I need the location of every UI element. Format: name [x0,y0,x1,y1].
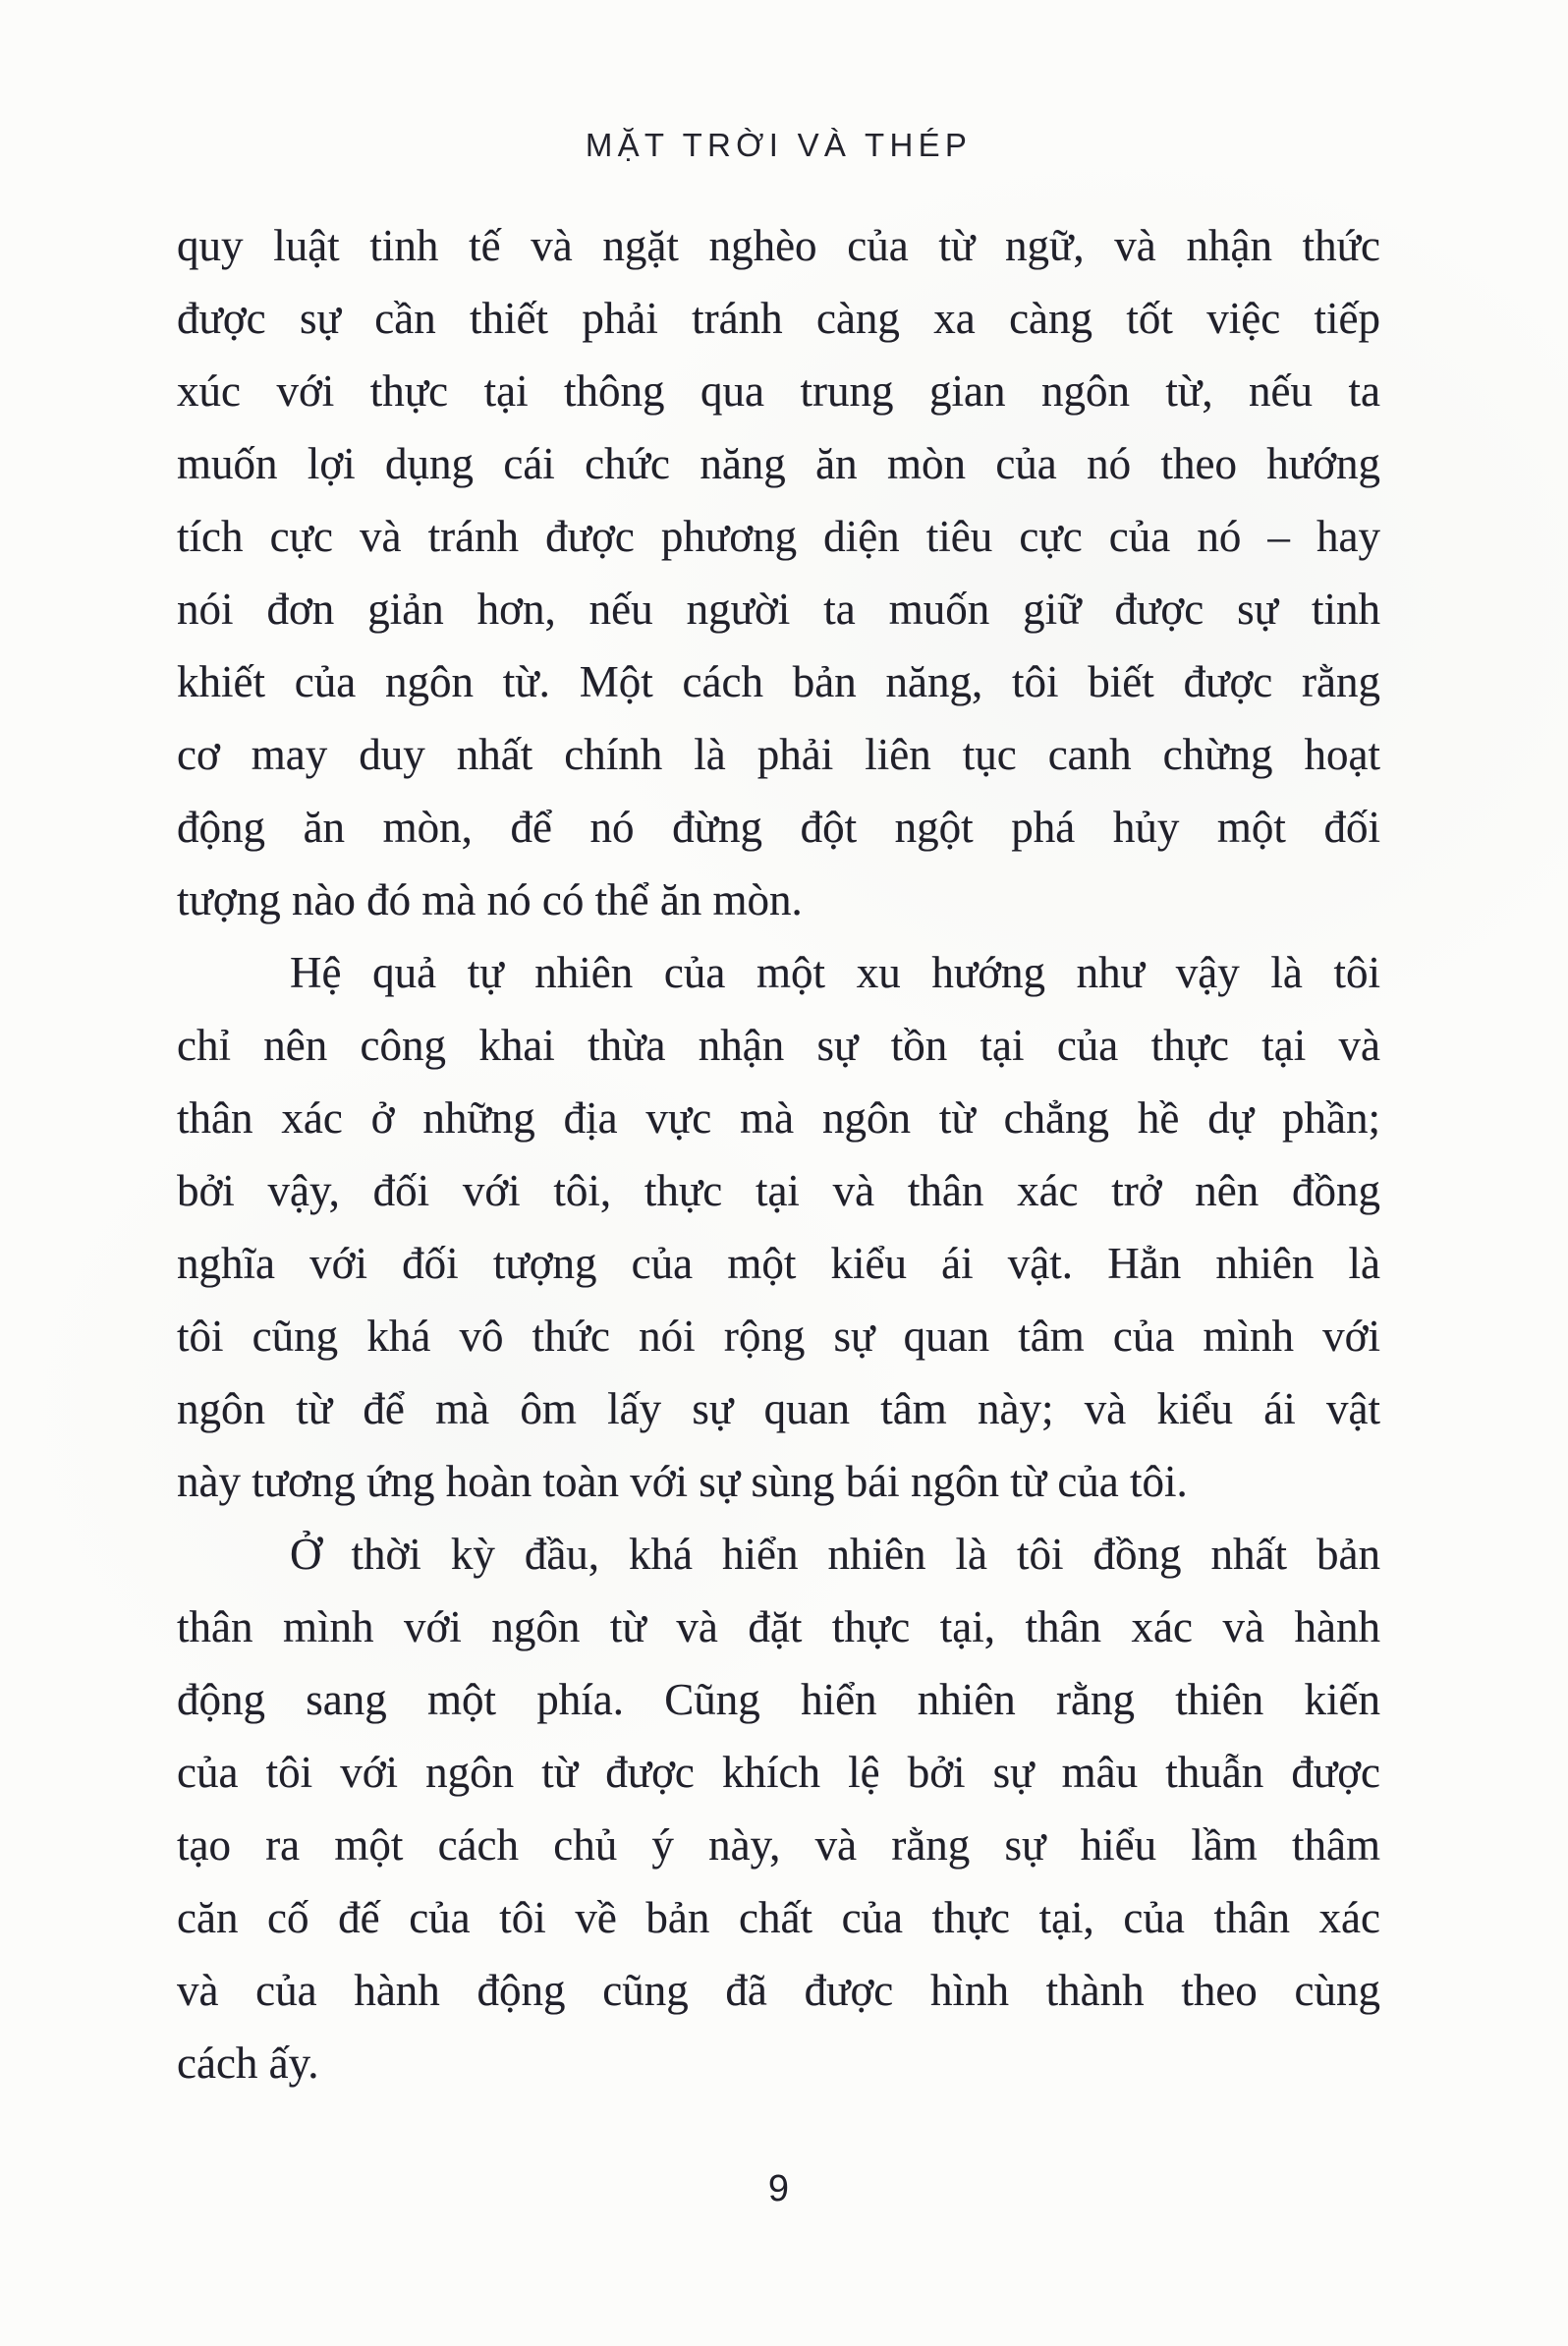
text-line: nói đơn giản hơn, nếu người ta muốn giữ được sự tinh [177,585,1380,634]
text-line: này tương ứng hoàn toàn với sự sùng bái ngôn từ của tôi. [177,1457,1188,1506]
text-line: xúc với thực tại thông qua trung gian ngôn từ, nếu ta [177,366,1380,416]
text-line: tôi cũng khá vô thức nói rộng sự quan tâm của mình với [177,1312,1380,1361]
text-line: cơ may duy nhất chính là phải liên tục canh chừng hoạt [177,730,1380,779]
body-text [177,209,1380,2099]
text-line: thân mình với ngôn từ và đặt thực tại, thân xác và hành [177,1602,1380,1651]
text-line: tích cực và tránh được phương diện tiêu cực của nó – hay [177,512,1380,561]
text-line: chỉ nên công khai thừa nhận sự tồn tại của thực tại và [177,1021,1380,1070]
text-line: động sang một phía. Cũng hiển nhiên rằng thiên kiến [177,1675,1380,1724]
text-line: và của hành động cũng đã được hình thành theo cùng [177,1966,1380,2015]
text-line: khiết của ngôn từ. Một cách bản năng, tôi biết được rằng [177,657,1380,706]
paragraph [177,936,1380,1518]
text-line: tạo ra một cách chủ ý này, và rằng sự hiểu lầm thâm [177,1820,1380,1870]
text-line: động ăn mòn, để nó đừng đột ngột phá hủy một đối [177,803,1380,852]
text-line: Hệ quả tự nhiên của một xu hướng như vậy là tôi [290,948,1380,997]
running-head: MẶT TRỜI VÀ THÉP [585,127,973,163]
paragraph [177,1518,1380,2099]
text-line: thân xác ở những địa vực mà ngôn từ chẳng hề dự phần; [177,1093,1380,1143]
text-line: bởi vậy, đối với tôi, thực tại và thân xác trở nên đồng [177,1166,1380,1215]
text-line: được sự cần thiết phải tránh càng xa càng tốt việc tiếp [177,294,1380,343]
text-line: nghĩa với đối tượng của một kiểu ái vật. Hẳn nhiên là [177,1239,1380,1288]
text-line: cách ấy. [177,2039,319,2088]
paragraph [177,209,1380,936]
text-line: căn cố đế của tôi về bản chất của thực tại, của thân xác [177,1893,1380,1942]
text-line: tượng nào đó mà nó có thể ăn mòn. [177,875,803,924]
text-line: quy luật tinh tế và ngặt nghèo của từ ngữ, và nhận thức [177,221,1380,270]
text-line: ngôn từ để mà ôm lấy sự quan tâm này; và kiểu ái vật [177,1384,1380,1433]
text-line: Ở thời kỳ đầu, khá hiển nhiên là tôi đồng nhất bản [290,1530,1380,1579]
text-line: muốn lợi dụng cái chức năng ăn mòn của nó theo hướng [177,439,1380,488]
page-number: 9 [767,2168,790,2209]
text-line: của tôi với ngôn từ được khích lệ bởi sự mâu thuẫn được [177,1748,1380,1797]
